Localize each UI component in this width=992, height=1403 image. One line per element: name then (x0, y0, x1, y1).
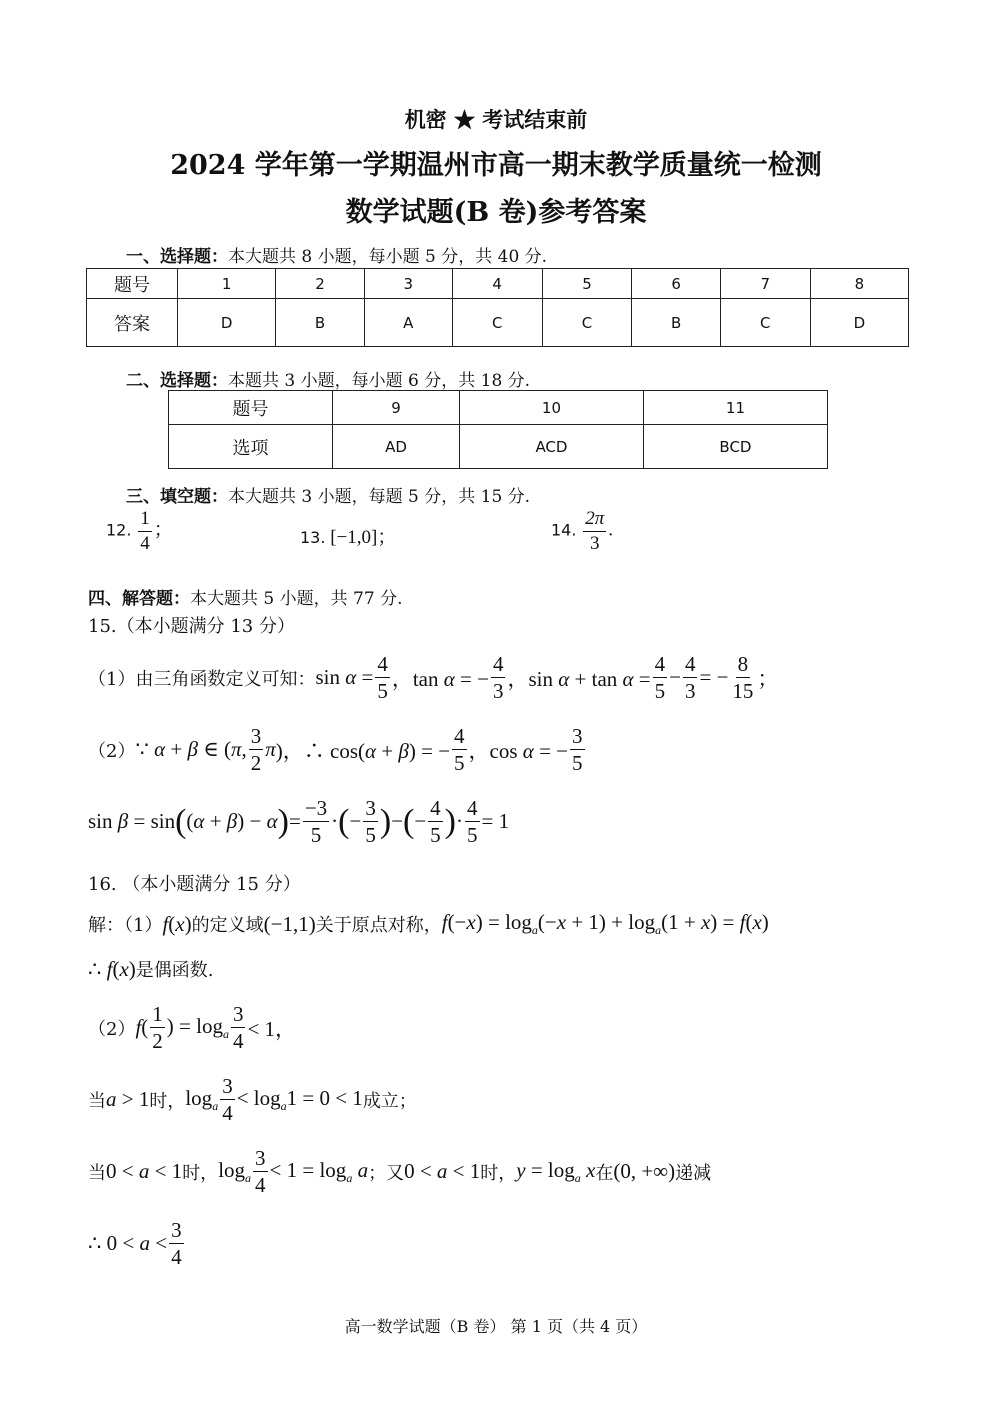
section2-answer-table (168, 390, 828, 469)
section4-heading-line (88, 584, 402, 609)
row-label: 题号 (169, 391, 333, 425)
fraction: $\frac{8}{15}$ (732, 652, 754, 704)
question-label: 14. (551, 520, 577, 540)
fraction: $\frac{4}{3}$ (684, 652, 696, 704)
text-fragment: 当 (88, 1162, 106, 1184)
section4-desc: 本大题共 5 小题，共 77 分. (190, 589, 403, 609)
fraction (583, 508, 606, 555)
table-row (169, 391, 828, 425)
fraction: $\frac{3}{4}$ (171, 1218, 182, 1270)
section1-desc: 本大题共 8 小题，每小题 5 分，共 40 分. (228, 247, 548, 267)
fraction: $\frac{4}{5}$ (430, 796, 441, 848)
answer-cell: C (720, 299, 810, 347)
question-number: 10 (460, 391, 644, 425)
q15-sin-beta: sin β = sin ( (α + β) − α ) = $\frac{-3}{5}$ · ( − $\frac{3}{5}$ ) − ( − $\frac{4}{5}$ ) · $\frac{4}{5}$ = 1 (88, 796, 510, 848)
section3-heading: 三、填空题： (126, 487, 228, 507)
row-label: 选项 (169, 425, 333, 469)
q16-part2: （2） f ( $\frac{1}{2}$ ) = $\log_a$ $\frac{3}{4}$ < 1， (88, 1002, 297, 1054)
q16-case1: 当 a > 1 时， $\log_a$ $\frac{3}{4}$ < $\log_a1 = 0 < 1$ 成立； (88, 1074, 417, 1126)
text-fragment: 时， (149, 1090, 186, 1112)
answer-cell: B (632, 299, 720, 347)
table-row (87, 269, 909, 299)
section3-heading-line (126, 482, 530, 507)
answer-cell: BCD (643, 425, 827, 469)
text-fragment: 成立； (362, 1090, 417, 1112)
text-fragment: 递减 (675, 1162, 712, 1184)
math-expression: sin α = (315, 665, 374, 690)
math-expression: ，tan α = − (391, 666, 489, 691)
part-label: （2） (88, 1018, 136, 1040)
section1-answer-table (86, 268, 909, 347)
period: . (608, 519, 613, 541)
fraction: $\frac{1}{2}$ (152, 1002, 163, 1054)
row-label: 答案 (87, 299, 178, 347)
question-number: 6 (632, 269, 720, 299)
numerator: 1 (138, 508, 152, 532)
text-fragment: 是偶函数. (135, 960, 214, 981)
text-fragment: 当 (88, 1090, 106, 1112)
section3-desc: 本大题共 3 小题，每题 5 分，共 15 分. (228, 487, 531, 507)
question-number: 3 (364, 269, 452, 299)
fraction: $\frac{3}{4}$ (255, 1146, 266, 1198)
question-number: 9 (333, 391, 460, 425)
part-label: 解：（1） (88, 915, 163, 937)
question-number: 4 (452, 269, 542, 299)
section4-heading: 四、解答题： (88, 589, 190, 609)
page-footer: 高一数学试题（B 卷） 第 1 页（共 4 页） (344, 1317, 648, 1336)
section2-desc: 本题共 3 小题，每小题 6 分，共 18 分. (228, 371, 531, 391)
question-label: 12. (106, 520, 132, 540)
answer-13 (300, 522, 396, 549)
q16-part1: 解：（1） f(x) 的定义域 (−1,1) 关于原点对称， $f(-x) = \log_a(-x + 1) + \log_a(1 + x) = f(x)$ (88, 910, 769, 938)
q15-title: 15.（本小题满分 13 分） (88, 616, 295, 637)
math-expression: ∵ α + β ∈ (π, (135, 737, 247, 762)
q16-conclusion: ∴ f(x) 是偶函数. (88, 956, 214, 981)
answer-cell: B (276, 299, 364, 347)
q16-case2: 当 0 < a < 1 时， $\log_a$ $\frac{3}{4}$ < $1 = \log_a a$ ；又 0 < a < 1 时， $y = \log_a x$ 在 (0, +∞) 递减 (88, 1146, 712, 1198)
text-fragment: 的定义域 (191, 915, 264, 937)
question-number: 1 (178, 269, 276, 299)
text-fragment: 时， (480, 1162, 517, 1184)
question-label: 13. (300, 528, 326, 547)
answer-cell: ACD (460, 425, 644, 469)
section2-heading-line (126, 366, 530, 391)
fraction: $\frac{4}{5}$ (377, 652, 388, 704)
fraction (138, 508, 152, 555)
fraction: $\frac{4}{3}$ (492, 652, 504, 704)
answer-cell: C (452, 299, 542, 347)
fraction: $\frac{3}{4}$ (222, 1074, 233, 1126)
page-subtitle: 数学试题(B 卷)参考答案 (345, 197, 647, 228)
math-expression: ，sin α + tan α = (507, 666, 651, 691)
separator: ； (153, 519, 173, 541)
section2-heading: 二、选择题： (126, 371, 228, 391)
fraction: $\frac{3}{5}$ (365, 796, 376, 848)
table-row (169, 425, 828, 469)
fraction: $\frac{3}{2}$ (250, 724, 262, 776)
table-row (87, 299, 909, 347)
text-fragment: 在 (595, 1162, 614, 1184)
row-label: 题号 (87, 269, 178, 299)
q15-part2: （2） ∵ α + β ∈ (π, $\frac{3}{2}$ π )，∴ cos(α + β) = − $\frac{4}{5}$ ，cos α = − $\frac{3}{5}$ (88, 724, 583, 776)
question-number: 11 (643, 391, 827, 425)
numerator: 2π (583, 508, 606, 532)
fraction: $\frac{3}{4}$ (232, 1002, 244, 1054)
denominator: 3 (589, 532, 600, 554)
answer-12 (106, 508, 173, 555)
text-fragment: 关于原点对称， (315, 915, 442, 937)
question-number: 8 (810, 269, 908, 299)
q16-final: ∴ 0 < a < $\frac{3}{4}$ (88, 1218, 182, 1270)
part-label: （2） (88, 740, 136, 762)
question-number: 5 (542, 269, 632, 299)
answer-14 (551, 508, 613, 555)
text-fragment: ；又 (368, 1162, 405, 1184)
text-fragment: 时， (182, 1162, 219, 1184)
page-title: 2024 学年第一学期温州市高一期末教学质量统一检测 (170, 150, 822, 181)
fraction: $\frac{3}{5}$ (572, 724, 583, 776)
question-number: 2 (276, 269, 364, 299)
section1-heading: 一、选择题： (126, 247, 228, 267)
q16-title: 16. （本小题满分 15 分） (88, 874, 301, 895)
confidential-label: 机密 ★ 考试结束前 (404, 107, 588, 132)
q15-part1: （1）由三角函数定义可知： sin α = $\frac{4}{5}$ ，tan α = − $\frac{4}{3}$ ，sin α + tan α = $\frac{4}{5}$ − $\frac{4}{3}$ = − $\frac{8}{15}$ ； (88, 652, 779, 704)
answer-cell: A (364, 299, 452, 347)
fraction: $\frac{4}{5}$ (654, 652, 666, 704)
answer-cell: C (542, 299, 632, 347)
answer-cell: D (810, 299, 908, 347)
section1-heading-line (126, 242, 547, 267)
fraction: $\frac{-3}{5}$ (304, 796, 328, 848)
answer-cell: D (178, 299, 276, 347)
part-label: （1）由三角函数定义可知： (88, 668, 316, 690)
fraction: $\frac{4}{5}$ (467, 796, 478, 848)
answer-cell: AD (333, 425, 460, 469)
fraction: $\frac{4}{5}$ (454, 724, 465, 776)
question-number: 7 (720, 269, 810, 299)
interval-answer: [−1,0]； (330, 527, 397, 548)
denominator: 4 (140, 532, 150, 554)
